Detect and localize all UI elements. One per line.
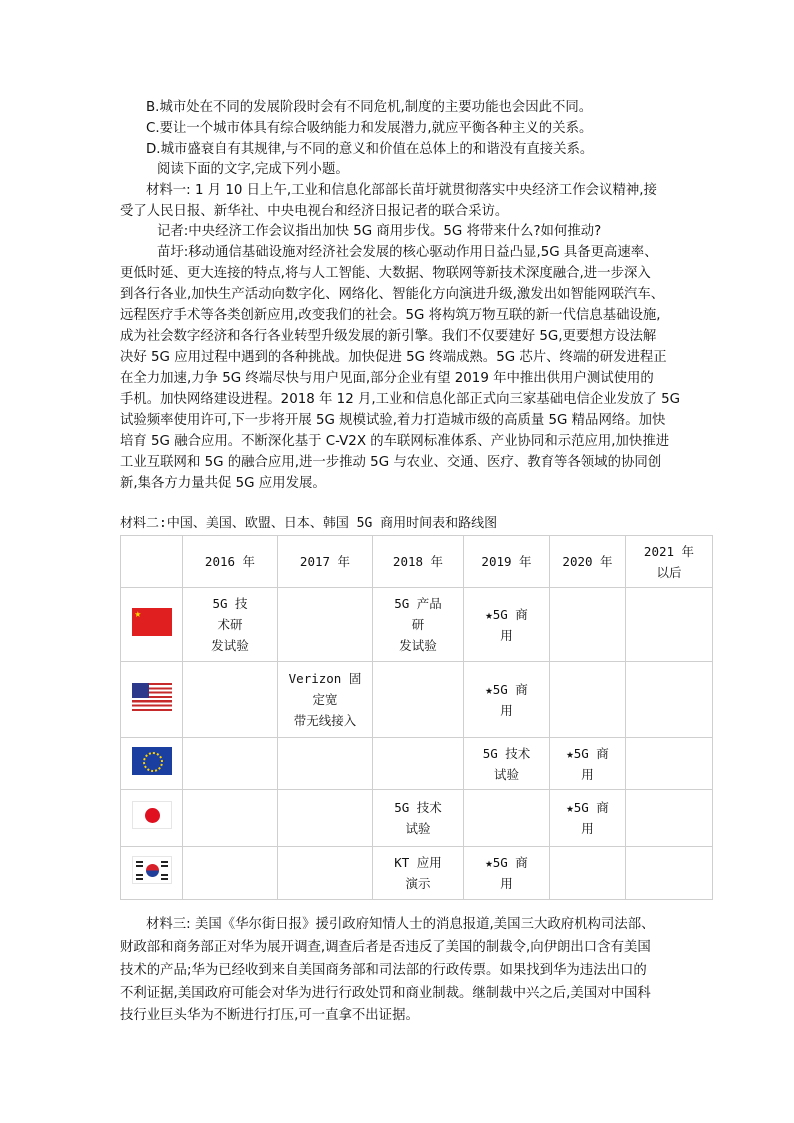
table-cell <box>626 738 713 790</box>
text-line: 决好 5G 应用过程中遇到的各种挑战。加快促进 5G 终端成熟。5G 芯片、终端的研发进程正 <box>120 350 667 365</box>
table-row <box>121 662 713 738</box>
reading-instruction: 阅读下面的文字,完成下列小题。 <box>157 162 349 177</box>
table-cell <box>183 662 278 738</box>
table-cell: 5G 产品 研 发试验 <box>373 588 464 662</box>
table-cell <box>278 847 373 900</box>
flag-cell <box>121 662 183 738</box>
text-line: 不利证据,美国政府可能会对华为进行行政处罚和商业制裁。继制裁中兴之后,美国对中国科 <box>120 986 651 1001</box>
header-2020: 2020 年 <box>562 554 613 569</box>
header-cell <box>373 536 464 588</box>
text-line: 技术的产品;华为已经收到来自美国商务部和司法部的行政传票。如果找到华为违法出口的 <box>120 963 647 978</box>
table-cell: 5G 技术 试验 <box>373 790 464 847</box>
flag-cell <box>121 790 183 847</box>
flag-cell <box>121 588 183 662</box>
table-cell <box>278 738 373 790</box>
table-cell <box>550 847 626 900</box>
header-2019: 2019 年 <box>481 554 532 569</box>
table-row <box>121 847 713 900</box>
header-2018: 2018 年 <box>392 554 444 569</box>
text-line: 远程医疗手术等各类创新应用,改变我们的社会。5G 将构筑万物互联的新一代信息基础设施, <box>120 308 661 323</box>
option-b: B.城市处在不同的发展阶段时会有不同危机,制度的主要功能也会因此不同。 <box>146 100 593 115</box>
text-line: 到各行各业,加快生产活动向数字化、网络化、智能化方向演进升级,激发出如智能网联汽车、 <box>120 287 665 302</box>
text-line: 财政部和商务部正对华为展开调查,调查后者是否违反了美国的制裁令,向伊朗出口含有美国 <box>120 940 651 955</box>
text-line: 更低时延、更大连接的特点,将与人工智能、大数据、物联网等新技术深度融合,进一步深入 <box>120 266 651 281</box>
japan-flag-icon <box>132 801 172 829</box>
table-cell <box>464 790 550 847</box>
table-cell: ★5G 商 用 <box>550 790 626 847</box>
text-line: 材料一: 1 月 10 日上午,工业和信息化部部长苗圩就贯彻落实中央经济工作会议精神,接 <box>146 183 657 198</box>
header-2016: 2016 年 <box>204 554 256 569</box>
table-row <box>121 790 713 847</box>
text-line: 材料三: 美国《华尔街日报》援引政府知情人士的消息报道,美国三大政府机构司法部、 <box>146 917 655 932</box>
table-cell: 5G 技术 试验 <box>464 738 550 790</box>
table-cell: ★5G 商 用 <box>550 738 626 790</box>
text-line: 技行业巨头华为不断进行打压,可一直拿不出证据。 <box>120 1008 419 1023</box>
table-cell <box>373 738 464 790</box>
text-line: 培育 5G 融合应用。不断深化基于 C-V2X 的车联网标准体系、产业协同和示范应用,加快推进 <box>120 434 670 449</box>
text-line: 成为社会数字经济和各行各业转型升级发展的新引擎。我们不仅要建好 5G,更要想方设法解 <box>120 329 657 344</box>
option-d: D.城市盛衰自有其规律,与不同的意义和价值在总体上的和谐没有直接关系。 <box>146 142 594 157</box>
table-cell <box>183 790 278 847</box>
table-cell: 5G 技 术研 发试验 <box>183 588 278 662</box>
table-row <box>121 588 713 662</box>
table-cell <box>550 662 626 738</box>
header-cell <box>278 536 373 588</box>
header-cell <box>550 536 626 588</box>
table-cell <box>626 662 713 738</box>
table-cell: Verizon 固 定宽 带无线接入 <box>278 662 373 738</box>
table-cell <box>626 847 713 900</box>
text-line: 试验频率使用许可,下一步将开展 5G 规模试验,着力打造城市级的高质量 5G 精品网络。加快 <box>120 413 666 428</box>
table-cell <box>183 738 278 790</box>
table-cell <box>550 588 626 662</box>
table-cell <box>373 662 464 738</box>
header-cell <box>183 536 278 588</box>
text-line: 受了人民日报、新华社、中央电视台和经济日报记者的联合采访。 <box>120 204 509 219</box>
table-cell <box>626 588 713 662</box>
roadmap-table <box>120 535 713 900</box>
china-flag-icon <box>132 608 172 636</box>
table-caption: 材料二:中国、美国、欧盟、日本、韩国 5G 商用时间表和路线图 <box>120 516 498 531</box>
header-cell <box>464 536 550 588</box>
table-row <box>121 738 713 790</box>
option-c: C.要让一个城市体具有综合吸纳能力和发展潜力,就应平衡各种主义的关系。 <box>146 121 593 136</box>
header-2017: 2017 年 <box>299 554 351 569</box>
header-cell <box>626 536 713 588</box>
table-cell <box>626 790 713 847</box>
table-cell: KT 应用 演示 <box>373 847 464 900</box>
flag-cell <box>121 738 183 790</box>
flag-cell <box>121 847 183 900</box>
table-cell <box>278 588 373 662</box>
text-line: 工业互联网和 5G 的融合应用,进一步推动 5G 与农业、交通、医疗、教育等各领域的协同创 <box>120 455 662 470</box>
table-cell <box>183 847 278 900</box>
text-line: 记者:中央经济工作会议指出加快 5G 商用步伐。5G 将带来什么?如何推动? <box>157 224 602 239</box>
text-line: 手机。加快网络建设进程。2018 年 12 月,工业和信息化部正式向三家基础电信企业发放了 5G <box>120 392 680 407</box>
table-cell: ★5G 商 用 <box>464 662 550 738</box>
text-line: 新,集各方力量共促 5G 应用发展。 <box>120 476 326 491</box>
korea-flag-icon <box>132 856 172 884</box>
header-2021: 2021 年 以后 <box>643 543 695 580</box>
usa-flag-icon <box>132 683 172 711</box>
text-line: 在全力加速,力争 5G 终端尽快与用户见面,部分企业有望 2019 年中推出供用户测试使用的 <box>120 371 654 386</box>
text-line: 苗圩:移动通信基础设施对经济社会发展的核心驱动作用日益凸显,5G 具备更高速率、 <box>157 245 658 260</box>
table-header-row <box>121 536 713 588</box>
eu-flag-icon <box>132 747 172 775</box>
table-cell <box>278 790 373 847</box>
table-cell: ★5G 商 用 <box>464 847 550 900</box>
header-blank <box>121 536 183 588</box>
table-cell: ★5G 商 用 <box>464 588 550 662</box>
